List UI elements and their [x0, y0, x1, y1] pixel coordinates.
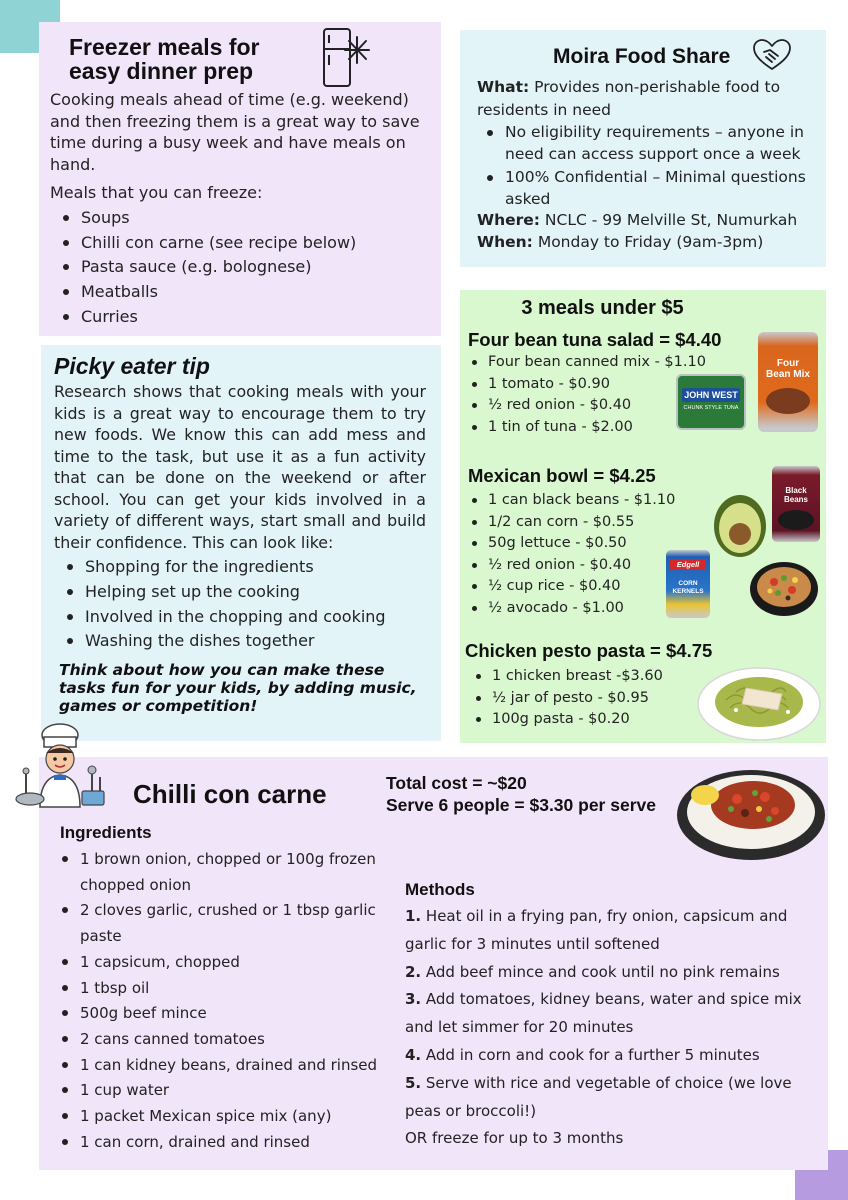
method-step: 3. Add tomatoes, kidney beans, water and spice mix and let simmer for 20 minutes	[405, 990, 802, 1037]
ingredients-heading: Ingredients	[60, 823, 152, 842]
list-item: ½ red onion - $0.40	[468, 395, 706, 417]
chilli-cost: Total cost = ~$20 Serve 6 people = $3.30 per serve	[386, 773, 656, 815]
list-item: 50g lettuce - $0.50	[468, 533, 675, 555]
list-item: ½ avocado - $1.00	[468, 598, 675, 620]
corn-can-brand: Edgell	[670, 559, 706, 570]
what-line: What: Provides non-perishable food to residents in need	[477, 78, 781, 119]
chilli-con-carne-panel	[39, 757, 828, 1170]
food-share-panel	[460, 30, 826, 267]
picky-body: Research shows that cooking meals with your kids is a great way to encourage them to try new foods. We know this can add mess and time to the task, but use it as a fun activity that can be done on the weekend or after school. You can get your kids involved in a variety of different ways, start small and build their confidence. This can look like:	[54, 382, 426, 552]
freeze-note: OR freeze for up to 3 months	[405, 1129, 624, 1148]
list-item: 1 can corn, drained and rinsed	[50, 1130, 380, 1156]
list-item: 2 cloves garlic, crushed or 1 tbsp garlic paste	[50, 898, 380, 949]
list-item: Pasta sauce (e.g. bolognese)	[51, 255, 356, 280]
four-bean-can-label: Four Bean Mix	[766, 358, 810, 380]
list-item: 1 cup water	[50, 1078, 380, 1104]
list-item: Washing the dishes together	[55, 629, 386, 654]
list-item: Meatballs	[51, 280, 356, 305]
methods-list	[405, 903, 805, 1153]
list-item: 1/2 can corn - $0.55	[468, 512, 675, 534]
corn-can-image	[666, 550, 710, 618]
list-item: Shopping for the ingredients	[55, 555, 386, 580]
ingredients-list	[50, 847, 380, 1155]
list-item: 100% Confidential – Minimal questions asked	[475, 166, 815, 211]
chilli-bowl-image	[675, 763, 827, 863]
corn-can-label: CORN KERNELS	[672, 580, 704, 595]
tuna-can-brand: JOHN WEST	[684, 390, 738, 400]
picky-eater-panel	[41, 345, 441, 741]
methods-heading: Methods	[405, 880, 475, 899]
pesto-pasta-image	[696, 664, 822, 742]
tuna-can-subtitle: CHUNK STYLE TUNA	[683, 405, 739, 411]
list-item: 1 brown onion, chopped or 100g frozen chopped onion	[50, 847, 380, 898]
list-item: ½ cup rice - $0.40	[468, 576, 675, 598]
list-item: 1 can kidney beans, drained and rinsed	[50, 1053, 380, 1079]
freezer-intro: Cooking meals ahead of time (e.g. weekend) and then freezing them is a great way to save time during a busy week and have meals on hand.	[50, 90, 420, 174]
freezer-list-heading: Meals that you can freeze:	[50, 183, 263, 202]
list-item: No eligibility requirements – anyone in need can access support once a week	[475, 121, 815, 166]
freezer-meals-panel	[39, 22, 441, 336]
handshake-icon	[752, 38, 792, 72]
list-item: 2 cans canned tomatoes	[50, 1027, 380, 1053]
tuna-can-image	[676, 374, 746, 430]
meals-title: 3 meals under $5	[521, 297, 684, 319]
black-beans-can-image	[772, 466, 820, 542]
method-step: 1. Heat oil in a frying pan, fry onion, capsicum and garlic for 3 minutes until softened	[405, 907, 788, 953]
avocado-image	[712, 490, 768, 558]
when-line: When: Monday to Friday (9am-3pm)	[477, 233, 764, 251]
list-item: Helping set up the cooking	[55, 580, 386, 605]
list-item: Curries	[51, 305, 356, 330]
list-item: Involved in the chopping and cooking	[55, 605, 386, 630]
picky-title: Picky eater tip	[54, 353, 210, 379]
list-item: 1 tin of tuna - $2.00	[468, 417, 706, 439]
list-item: 100g pasta - $0.20	[472, 709, 663, 731]
pesto-pasta-list	[472, 666, 663, 731]
list-item: 1 can black beans - $1.10	[468, 490, 675, 512]
list-item: 1 tomato - $0.90	[468, 374, 706, 396]
mexican-bowl-image	[748, 560, 820, 618]
freezer-list	[51, 206, 356, 330]
food-share-title: Moira Food Share	[553, 45, 731, 68]
chilli-title: Chilli con carne	[133, 779, 327, 809]
pesto-pasta-title: Chicken pesto pasta = $4.75	[465, 640, 713, 661]
list-item: Four bean canned mix - $1.10	[468, 352, 706, 374]
picky-closing: Think about how you can make these tasks fun for your kids, by adding music, games or competition!	[59, 661, 417, 715]
list-item: 1 tbsp oil	[50, 976, 380, 1002]
black-beans-can-label: Black Beans	[783, 486, 808, 504]
tuna-salad-title: Four bean tuna salad = $4.40	[468, 329, 722, 350]
mexican-bowl-title: Mexican bowl = $4.25	[468, 465, 656, 486]
fridge-icon	[321, 27, 373, 89]
freezer-title: Freezer meals for easy dinner prep	[69, 34, 260, 84]
method-step: 4. Add in corn and cook for a further 5 minutes	[405, 1045, 760, 1064]
four-bean-can-image	[758, 332, 818, 432]
list-item: 1 packet Mexican spice mix (any)	[50, 1104, 380, 1130]
picky-list	[55, 555, 386, 654]
list-item: Chilli con carne (see recipe below)	[51, 231, 356, 256]
tuna-salad-list	[468, 352, 706, 438]
chef-illustration	[14, 723, 106, 809]
mexican-bowl-list	[468, 490, 675, 619]
list-item: ½ red onion - $0.40	[468, 555, 675, 577]
method-step: 5. Serve with rice and vegetable of choice (we love peas or broccoli!)	[405, 1073, 792, 1120]
method-step: 2. Add beef mince and cook until no pink remains	[405, 962, 780, 981]
meals-under-5-panel	[460, 290, 826, 743]
list-item: ½ jar of pesto - $0.95	[472, 688, 663, 710]
list-item: 500g beef mince	[50, 1001, 380, 1027]
food-share-bullets	[475, 121, 815, 210]
list-item: Soups	[51, 206, 356, 231]
list-item: 1 capsicum, chopped	[50, 950, 380, 976]
where-line: Where: NCLC - 99 Melville St, Numurkah	[477, 211, 798, 229]
list-item: 1 chicken breast -$3.60	[472, 666, 663, 688]
